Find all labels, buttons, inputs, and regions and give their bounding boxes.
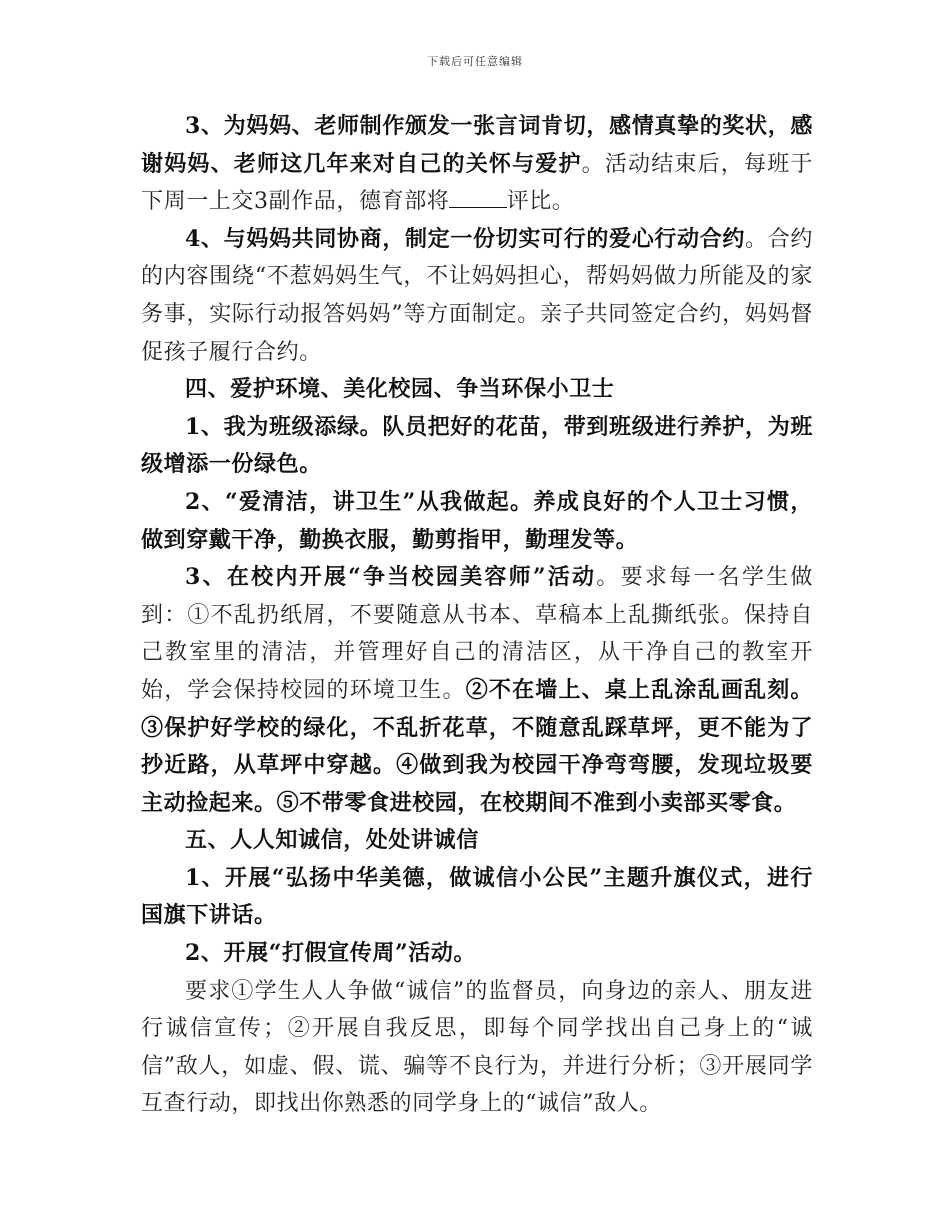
paragraph-anti-fake-bold: 2、开展“打假宣传周”活动。 xyxy=(185,940,477,967)
paragraph-requirements xyxy=(141,973,813,1123)
section-heading-integrity-text: 五、人人知诚信，处处讲诚信 xyxy=(185,827,479,854)
paragraph-clean xyxy=(141,484,813,559)
paragraph-award-normal: 。活动结束后，每班于下周一上交3副作品，德育部将 xyxy=(141,151,813,215)
paragraph-award xyxy=(141,108,813,221)
paragraph-campus-normal: 。要求每一名学生做到：①不乱扔纸屑，不要随意从书本、草稿本上乱撕纸张。保持自己教室里的清洁，并管理好自己的清洁区，从干净自己的教室开始，学会保持校园的环境卫生。 xyxy=(141,565,813,703)
paragraph-flag-bold: 1、开展“弘扬中华美德，做诚信小公民”主题升旗仪式，进行国旗下讲话。 xyxy=(141,864,813,929)
paragraph-green-bold: 1、我为班级添绿。队员把好的花苗，带到班级进行养护，为班级增添一份绿色。 xyxy=(141,413,813,478)
fill-blank xyxy=(449,187,506,208)
paragraph-campus-bold2: ②不在墙上、桌上乱涂乱画乱刻。③保护好学校的绿化，不乱折花草，不随意乱踩草坪，更不能为了抄近路，从草坪中穿越。④做到我为校园干净弯弯腰，发现垃圾要主动捡起来。⑤不带零食进校园，在校期间不准到小卖部买零食。 xyxy=(141,676,813,816)
paragraph-award-bold: 3、为妈妈、老师制作颁发一张言词肯切，感情真挚的奖状，感谢妈妈、老师这几年来对自己的关怀与爱护 xyxy=(141,113,813,177)
paragraph-campus-bold: 3、在校内开展“争当校园美容师”活动 xyxy=(185,564,597,591)
paragraph-flag-ceremony xyxy=(141,860,813,935)
section-heading-integrity xyxy=(141,822,813,860)
document-body xyxy=(141,108,813,1123)
paragraph-award-tail: 评比。 xyxy=(506,189,575,215)
paragraph-green xyxy=(141,409,813,484)
paragraph-requirements-normal: 要求①学生人人争做“诚信”的监督员，向身边的亲人、朋友进行诚信宣传；②开展自我反思，即每个同学找出自己身上的“诚信”敌人，如虚、假、谎、骗等不良行为，并进行分析；③开展同学互查行动，即找出你熟悉的同学身上的“诚信”敌人。 xyxy=(141,978,813,1117)
section-heading-environment-text: 四、爱护环境、美化校园、争当环保小卫士 xyxy=(185,376,615,403)
paragraph-contract-bold: 4、与妈妈共同协商，制定一份切实可行的爱心行动合约 xyxy=(185,225,746,252)
paragraph-contract xyxy=(141,221,813,371)
section-heading-environment xyxy=(141,371,813,409)
paragraph-contract-normal: 。合约的内容围绕“不惹妈妈生气，不让妈妈担心，帮妈妈做力所能及的家务事，实际行动报答妈妈”等方面制定。亲子共同签定合约，妈妈督促孩子履行合约。 xyxy=(141,226,813,365)
page-header: 下载后可任意编辑 xyxy=(427,55,523,68)
paragraph-clean-bold: 2、“爱清洁，讲卫生”从我做起。养成良好的个人卫士习惯，做到穿戴干净，勤换衣服，勤剪指甲，勤理发等。 xyxy=(141,488,813,553)
paragraph-anti-fake-week xyxy=(141,935,813,973)
paragraph-campus-beautician xyxy=(141,559,813,822)
